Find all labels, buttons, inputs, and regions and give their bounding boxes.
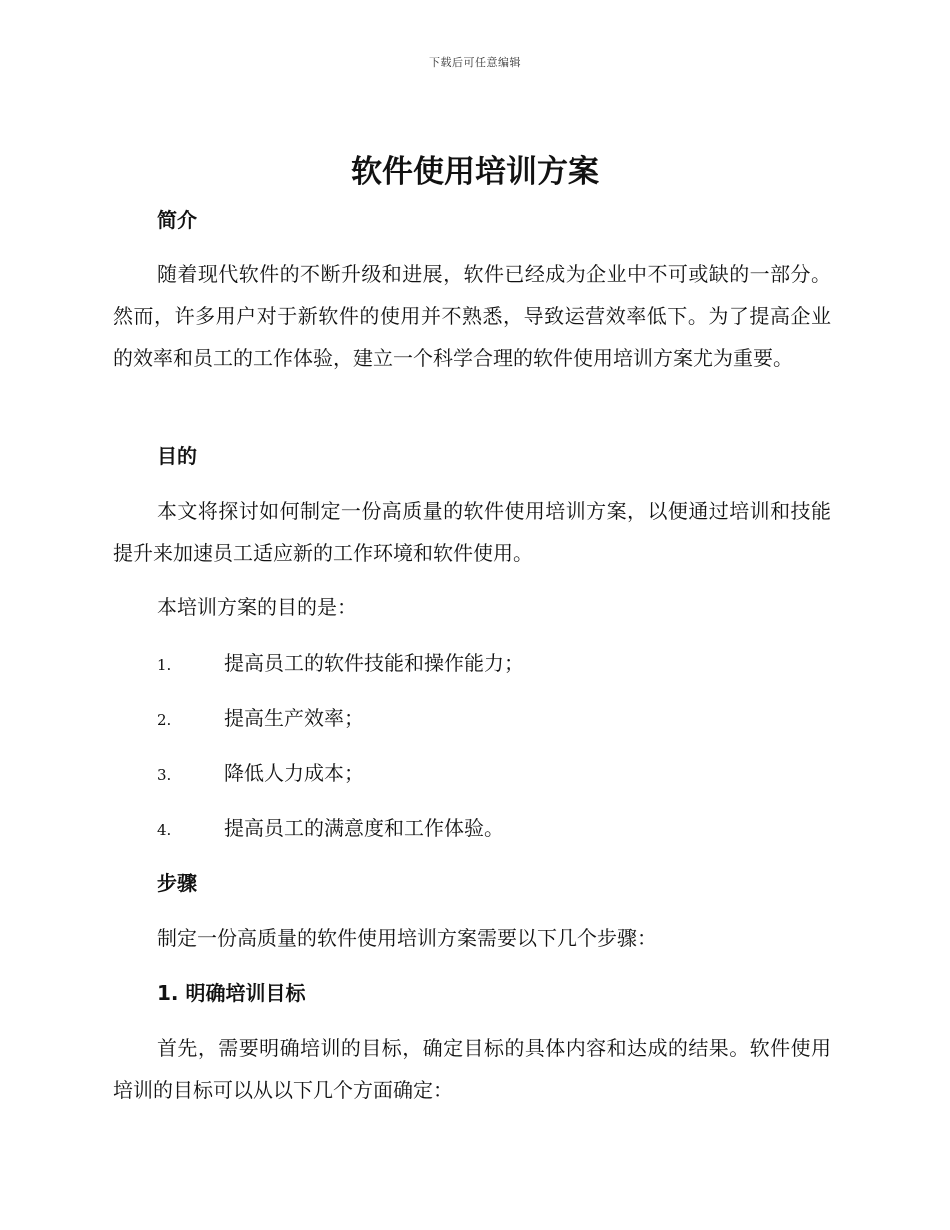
purpose-paragraph: 本文将探讨如何制定一份高质量的软件使用培训方案，以便通过培训和技能提升来加速员工适应新的工作环境和软件使用。 (113, 499, 831, 565)
list-item-number: 3. (157, 766, 172, 784)
list-item-number: 1. (157, 656, 172, 674)
header-note: 下载后可任意编辑 (429, 56, 521, 69)
list-item-text: 提高员工的软件技能和操作能力； (224, 651, 524, 675)
list-item (157, 814, 504, 844)
purpose-lead: 本培训方案的目的是： (157, 595, 357, 619)
steps-heading: 步骤 (157, 871, 197, 895)
step1-paragraph: 首先，需要明确培训的目标，确定目标的具体内容和达成的结果。软件使用培训的目标可以从以下几个方面确定： (113, 1036, 831, 1102)
step1-heading: 1. 明确培训目标 (157, 981, 306, 1005)
list-item-number: 4. (157, 821, 172, 839)
document-title: 软件使用培训方案 (351, 154, 599, 190)
intro-paragraph: 随着现代软件的不断升级和进展，软件已经成为企业中不可或缺的一部分。然而，许多用户对于新软件的使用并不熟悉，导致运营效率低下。为了提高企业的效率和员工的工作体验，建立一个科学合理的软件使用培训方案尤为重要。 (113, 262, 831, 370)
purpose-heading: 目的 (157, 444, 197, 468)
list-item (157, 649, 524, 679)
list-item (157, 704, 364, 734)
list-item-text: 提高生产效率； (224, 706, 364, 730)
list-item-text: 提高员工的满意度和工作体验。 (224, 816, 504, 840)
intro-heading: 简介 (157, 208, 197, 232)
list-item (157, 759, 364, 789)
list-item-text: 降低人力成本； (224, 761, 364, 785)
list-item-number: 2. (157, 711, 172, 729)
steps-lead: 制定一份高质量的软件使用培训方案需要以下几个步骤： (157, 926, 657, 950)
